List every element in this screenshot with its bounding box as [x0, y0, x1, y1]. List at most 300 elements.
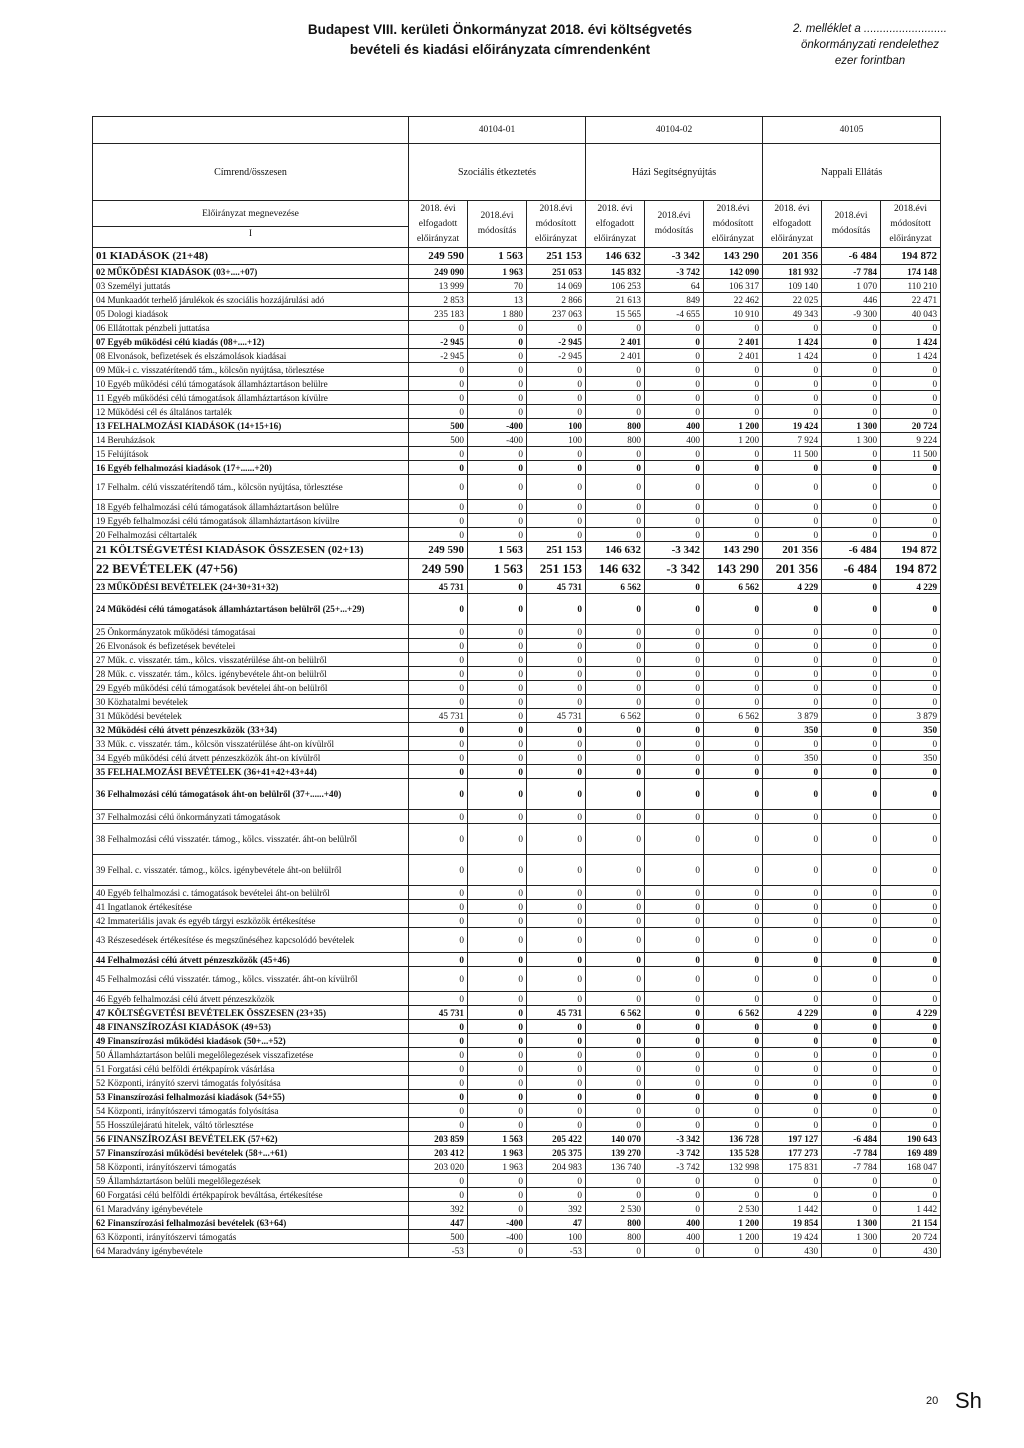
- value-cell: 0: [409, 639, 468, 653]
- value-cell: 109 140: [763, 279, 822, 293]
- value-cell: 0: [409, 461, 468, 475]
- table-row: [93, 824, 941, 855]
- value-cell: 0: [409, 681, 468, 695]
- value-cell: 0: [822, 900, 881, 914]
- row-label: 39 Felhal. c. visszatér. támog., kölcs. igénybevétele áht-on belülről: [93, 855, 409, 886]
- row-label: 05 Dologi kiadások: [93, 307, 409, 321]
- value-cell: 0: [822, 810, 881, 824]
- value-cell: 0: [704, 886, 763, 900]
- value-cell: 0: [881, 321, 941, 335]
- table-row: [93, 514, 941, 528]
- value-cell: 143 290: [704, 559, 763, 580]
- value-cell: 0: [527, 500, 586, 514]
- value-cell: 205 422: [527, 1132, 586, 1146]
- row-label: 45 Felhalmozási célú visszatér. támog., kölcs. visszatér. áht-on kívülről: [93, 967, 409, 992]
- value-cell: 0: [409, 500, 468, 514]
- value-cell: 0: [527, 886, 586, 900]
- value-cell: 0: [763, 1104, 822, 1118]
- value-cell: 21 154: [881, 1216, 941, 1230]
- value-cell: 0: [822, 914, 881, 928]
- value-cell: 106 253: [586, 279, 645, 293]
- value-cell: 0: [645, 855, 704, 886]
- value-cell: 1 300: [822, 433, 881, 447]
- value-cell: 21 613: [586, 293, 645, 307]
- table-row: [93, 594, 941, 625]
- value-cell: 0: [645, 447, 704, 461]
- value-cell: 0: [409, 391, 468, 405]
- value-cell: 0: [645, 1188, 704, 1202]
- value-cell: 0: [704, 928, 763, 953]
- value-cell: 0: [586, 528, 645, 542]
- value-cell: 0: [468, 528, 527, 542]
- table-row: [93, 810, 941, 824]
- value-cell: 0: [645, 594, 704, 625]
- value-cell: 0: [881, 405, 941, 419]
- value-cell: 0: [468, 1062, 527, 1076]
- value-cell: 0: [527, 1048, 586, 1062]
- value-cell: 0: [527, 751, 586, 765]
- value-cell: 0: [527, 855, 586, 886]
- value-cell: 0: [881, 886, 941, 900]
- value-cell: 0: [704, 1104, 763, 1118]
- value-cell: 0: [409, 1104, 468, 1118]
- row-label: 58 Központi, irányítószervi támogatás: [93, 1160, 409, 1174]
- value-cell: 0: [645, 667, 704, 681]
- value-cell: 0: [586, 321, 645, 335]
- value-cell: 0: [409, 751, 468, 765]
- value-cell: -6 484: [822, 542, 881, 559]
- value-cell: 0: [822, 405, 881, 419]
- value-cell: 0: [822, 321, 881, 335]
- value-cell: 100: [527, 1230, 586, 1244]
- value-cell: 0: [822, 737, 881, 751]
- value-cell: 110 210: [881, 279, 941, 293]
- value-cell: 0: [468, 1020, 527, 1034]
- value-cell: -3 342: [645, 248, 704, 265]
- value-cell: 0: [822, 1174, 881, 1188]
- value-cell: 22 471: [881, 293, 941, 307]
- value-cell: 0: [468, 681, 527, 695]
- value-cell: 0: [645, 900, 704, 914]
- value-cell: 0: [822, 667, 881, 681]
- value-cell: 6 562: [704, 1006, 763, 1020]
- value-cell: 169 489: [881, 1146, 941, 1160]
- value-cell: 0: [704, 1020, 763, 1034]
- value-cell: -2 945: [409, 349, 468, 363]
- row-label: 53 Finanszírozási felhalmozási kiadások (54+55): [93, 1090, 409, 1104]
- value-cell: 0: [822, 1062, 881, 1076]
- row-label: 14 Beruházások: [93, 433, 409, 447]
- value-cell: 0: [822, 1118, 881, 1132]
- value-cell: 0: [822, 886, 881, 900]
- table-row: [93, 1244, 941, 1258]
- value-cell: 1 442: [763, 1202, 822, 1216]
- value-cell: -6 484: [822, 559, 881, 580]
- value-cell: 0: [586, 1062, 645, 1076]
- value-cell: 0: [586, 594, 645, 625]
- value-cell: 0: [645, 335, 704, 349]
- value-cell: -6 484: [822, 1132, 881, 1146]
- budget-table: [92, 116, 941, 1258]
- value-cell: 400: [645, 1230, 704, 1244]
- col-head: 2018.évi módosított előirányzat: [881, 201, 941, 248]
- value-cell: 0: [763, 639, 822, 653]
- table-row: [93, 1202, 941, 1216]
- row-label: 03 Személyi juttatás: [93, 279, 409, 293]
- value-cell: 0: [409, 737, 468, 751]
- value-cell: 0: [645, 580, 704, 594]
- value-cell: 0: [468, 914, 527, 928]
- document-title: [240, 20, 760, 60]
- value-cell: 0: [527, 914, 586, 928]
- value-cell: 0: [586, 1034, 645, 1048]
- value-cell: 0: [763, 1048, 822, 1062]
- value-cell: 0: [527, 594, 586, 625]
- value-cell: 0: [763, 1076, 822, 1090]
- value-cell: 0: [527, 363, 586, 377]
- row-label: 18 Egyéb felhalmozási célú támogatások államháztartáson belülre: [93, 500, 409, 514]
- value-cell: 2 401: [586, 335, 645, 349]
- value-cell: 0: [468, 1118, 527, 1132]
- value-cell: 0: [645, 514, 704, 528]
- value-cell: 0: [645, 695, 704, 709]
- value-cell: 0: [586, 500, 645, 514]
- value-cell: 1 880: [468, 307, 527, 321]
- value-cell: -6 484: [822, 248, 881, 265]
- value-cell: 0: [763, 779, 822, 810]
- value-cell: 0: [881, 992, 941, 1006]
- value-cell: 143 290: [704, 248, 763, 265]
- value-cell: 350: [881, 751, 941, 765]
- value-cell: 0: [527, 1062, 586, 1076]
- value-cell: 0: [763, 1090, 822, 1104]
- value-cell: 0: [822, 855, 881, 886]
- value-cell: 249 590: [409, 542, 468, 559]
- value-cell: 146 632: [586, 542, 645, 559]
- value-cell: 0: [586, 1090, 645, 1104]
- value-cell: 0: [704, 363, 763, 377]
- value-cell: 0: [822, 500, 881, 514]
- value-cell: 0: [645, 349, 704, 363]
- value-cell: 4 229: [763, 1006, 822, 1020]
- value-cell: 0: [527, 992, 586, 1006]
- value-cell: 0: [409, 765, 468, 779]
- value-cell: 136 728: [704, 1132, 763, 1146]
- value-cell: 45 731: [409, 709, 468, 723]
- value-cell: 204 983: [527, 1160, 586, 1174]
- value-cell: 22 025: [763, 293, 822, 307]
- value-cell: 0: [527, 528, 586, 542]
- value-cell: 0: [881, 855, 941, 886]
- value-cell: 0: [527, 695, 586, 709]
- row-label: 16 Egyéb felhalmozási kiadások (17+......+20): [93, 461, 409, 475]
- value-cell: 0: [763, 377, 822, 391]
- value-cell: 0: [645, 914, 704, 928]
- value-cell: 0: [704, 625, 763, 639]
- value-cell: 145 832: [586, 265, 645, 279]
- value-cell: -3 342: [645, 559, 704, 580]
- value-cell: 194 872: [881, 559, 941, 580]
- value-cell: 194 872: [881, 542, 941, 559]
- value-cell: 0: [763, 967, 822, 992]
- value-cell: 350: [763, 723, 822, 737]
- value-cell: 0: [763, 681, 822, 695]
- row-label: 12 Működési cél és általános tartalék: [93, 405, 409, 419]
- table-row: [93, 1132, 941, 1146]
- value-cell: 0: [881, 639, 941, 653]
- value-cell: 0: [704, 514, 763, 528]
- group-name-row: [93, 144, 941, 201]
- row-label: 27 Műk. c. visszatér. tám., kölcs. visszatérülése áht-on belülről: [93, 653, 409, 667]
- value-cell: 0: [409, 528, 468, 542]
- value-cell: 0: [881, 1020, 941, 1034]
- row-label: 10 Egyéb működési célú támogatások államháztartáson belülre: [93, 377, 409, 391]
- value-cell: 0: [704, 500, 763, 514]
- value-cell: 0: [881, 928, 941, 953]
- value-cell: 0: [468, 391, 527, 405]
- row-label: 33 Műk. c. visszatér. tám., kölcsön visszatérülése áht-on kívülről: [93, 737, 409, 751]
- table-row: [93, 1020, 941, 1034]
- value-cell: 392: [409, 1202, 468, 1216]
- value-cell: 0: [468, 1076, 527, 1090]
- value-cell: 0: [822, 1006, 881, 1020]
- value-cell: 0: [586, 953, 645, 967]
- col-head: 2018.évi módosított előirányzat: [527, 201, 586, 248]
- value-cell: 0: [822, 475, 881, 500]
- row-label: 02 MŰKÖDÉSI KIADÁSOK (03+....+07): [93, 265, 409, 279]
- value-cell: 0: [645, 1090, 704, 1104]
- value-cell: 0: [527, 653, 586, 667]
- value-cell: 20 724: [881, 419, 941, 433]
- table-row: [93, 1062, 941, 1076]
- col-head: 2018. évi elfogadott előirányzat: [409, 201, 468, 248]
- value-cell: 175 831: [763, 1160, 822, 1174]
- value-cell: 0: [704, 723, 763, 737]
- value-cell: 0: [763, 953, 822, 967]
- row-label: 64 Maradvány igénybevétele: [93, 1244, 409, 1258]
- value-cell: 14 069: [527, 279, 586, 293]
- value-cell: 11 500: [881, 447, 941, 461]
- value-cell: 0: [527, 377, 586, 391]
- table-row: [93, 1076, 941, 1090]
- table-row: [93, 307, 941, 321]
- value-cell: 11 500: [763, 447, 822, 461]
- value-cell: 146 632: [586, 559, 645, 580]
- value-cell: 45 731: [409, 580, 468, 594]
- value-cell: 0: [704, 810, 763, 824]
- value-cell: 0: [645, 1020, 704, 1034]
- value-cell: 249 590: [409, 559, 468, 580]
- row-label: 57 Finanszírozási működési bevételek (58+...+61): [93, 1146, 409, 1160]
- table-row: [93, 447, 941, 461]
- value-cell: 0: [704, 1174, 763, 1188]
- value-cell: 0: [645, 709, 704, 723]
- value-cell: 0: [822, 447, 881, 461]
- value-cell: 0: [586, 779, 645, 810]
- value-cell: 0: [881, 391, 941, 405]
- value-cell: 0: [645, 1104, 704, 1118]
- value-cell: 0: [468, 953, 527, 967]
- row-label: 20 Felhalmozási céltartalék: [93, 528, 409, 542]
- value-cell: 0: [822, 681, 881, 695]
- value-cell: 0: [468, 1090, 527, 1104]
- value-cell: 0: [881, 953, 941, 967]
- value-cell: 0: [527, 1076, 586, 1090]
- value-cell: 203 412: [409, 1146, 468, 1160]
- value-cell: 0: [763, 475, 822, 500]
- value-cell: 100: [527, 433, 586, 447]
- table-row: [93, 1104, 941, 1118]
- value-cell: 0: [409, 514, 468, 528]
- row-label: 50 Államháztartáson belüli megelőlegezések visszafizetése: [93, 1048, 409, 1062]
- value-cell: 0: [645, 639, 704, 653]
- table-row: [93, 363, 941, 377]
- value-cell: 0: [468, 1202, 527, 1216]
- value-cell: 0: [704, 1188, 763, 1202]
- value-cell: 0: [763, 737, 822, 751]
- value-cell: -400: [468, 419, 527, 433]
- value-cell: 0: [822, 528, 881, 542]
- row-label: 51 Forgatási célú belföldi értékpapírok vásárlása: [93, 1062, 409, 1076]
- table-row: [93, 779, 941, 810]
- value-cell: 0: [763, 363, 822, 377]
- value-cell: 0: [468, 824, 527, 855]
- value-cell: 237 063: [527, 307, 586, 321]
- value-cell: 4 229: [763, 580, 822, 594]
- value-cell: 0: [822, 824, 881, 855]
- value-cell: 0: [645, 992, 704, 1006]
- value-cell: 0: [704, 914, 763, 928]
- table-row: [93, 349, 941, 363]
- col-head: 2018.évi módosítás: [468, 201, 527, 248]
- value-cell: 0: [645, 967, 704, 992]
- value-cell: 0: [586, 681, 645, 695]
- value-cell: 6 562: [704, 709, 763, 723]
- value-cell: 0: [881, 900, 941, 914]
- value-cell: 0: [881, 667, 941, 681]
- value-cell: 0: [881, 695, 941, 709]
- value-cell: 0: [409, 653, 468, 667]
- value-cell: 0: [704, 695, 763, 709]
- value-cell: 0: [763, 594, 822, 625]
- value-cell: 0: [645, 779, 704, 810]
- row-label: 48 FINANSZÍROZÁSI KIADÁSOK (49+53): [93, 1020, 409, 1034]
- value-cell: 0: [527, 475, 586, 500]
- table-row: [93, 279, 941, 293]
- value-cell: 0: [527, 391, 586, 405]
- value-cell: 849: [645, 293, 704, 307]
- value-cell: 0: [586, 447, 645, 461]
- value-cell: -400: [468, 1216, 527, 1230]
- value-cell: 0: [704, 475, 763, 500]
- value-cell: 0: [704, 751, 763, 765]
- value-cell: 0: [409, 1174, 468, 1188]
- value-cell: -3 342: [645, 1132, 704, 1146]
- value-cell: 251 153: [527, 542, 586, 559]
- value-cell: 13 999: [409, 279, 468, 293]
- value-cell: 0: [586, 900, 645, 914]
- value-cell: 0: [409, 377, 468, 391]
- value-cell: 0: [645, 625, 704, 639]
- value-cell: 0: [881, 1104, 941, 1118]
- value-cell: 0: [645, 377, 704, 391]
- value-cell: 0: [468, 594, 527, 625]
- value-cell: 146 632: [586, 248, 645, 265]
- value-cell: 0: [586, 1076, 645, 1090]
- table-row: [93, 1174, 941, 1188]
- value-cell: 0: [586, 992, 645, 1006]
- value-cell: 0: [586, 928, 645, 953]
- value-cell: 20 724: [881, 1230, 941, 1244]
- row-label: 46 Egyéb felhalmozási célú átvett pénzeszközök: [93, 992, 409, 1006]
- value-cell: 235 183: [409, 307, 468, 321]
- value-cell: 4 229: [881, 580, 941, 594]
- value-cell: 0: [468, 928, 527, 953]
- value-cell: 0: [527, 765, 586, 779]
- value-cell: 0: [645, 765, 704, 779]
- value-cell: 201 356: [763, 248, 822, 265]
- value-cell: 0: [586, 914, 645, 928]
- row-label: 08 Elvonások, befizetések és elszámolások kiadásai: [93, 349, 409, 363]
- row-label: 41 Ingatlanok értékesítése: [93, 900, 409, 914]
- value-cell: 0: [468, 967, 527, 992]
- value-cell: 0: [881, 810, 941, 824]
- value-cell: -2 945: [527, 349, 586, 363]
- value-cell: 19 424: [763, 419, 822, 433]
- value-cell: 0: [586, 765, 645, 779]
- value-cell: 0: [822, 928, 881, 953]
- row-label: 36 Felhalmozási célú támogatások áht-on belülről (37+......+40): [93, 779, 409, 810]
- value-cell: 0: [586, 461, 645, 475]
- value-cell: 0: [468, 709, 527, 723]
- value-cell: 0: [881, 765, 941, 779]
- value-cell: 0: [468, 580, 527, 594]
- value-cell: 0: [881, 475, 941, 500]
- value-cell: 0: [468, 625, 527, 639]
- value-cell: 0: [645, 321, 704, 335]
- value-cell: 0: [822, 751, 881, 765]
- value-cell: 0: [409, 824, 468, 855]
- value-cell: 203 859: [409, 1132, 468, 1146]
- value-cell: -3 342: [645, 542, 704, 559]
- value-cell: 0: [586, 514, 645, 528]
- table-row: [93, 681, 941, 695]
- col-head: 2018.évi módosítás: [822, 201, 881, 248]
- value-cell: 2 866: [527, 293, 586, 307]
- col-head: 2018.évi módosított előirányzat: [704, 201, 763, 248]
- value-cell: 201 356: [763, 542, 822, 559]
- value-cell: 190 643: [881, 1132, 941, 1146]
- value-cell: 0: [763, 900, 822, 914]
- row-label: 01 KIADÁSOK (21+48): [93, 248, 409, 265]
- value-cell: -7 784: [822, 1146, 881, 1160]
- value-cell: 0: [468, 737, 527, 751]
- row-label: 06 Ellátottak pénzbeli juttatása: [93, 321, 409, 335]
- value-cell: 0: [586, 1020, 645, 1034]
- table-row: [93, 737, 941, 751]
- row-label: 63 Központi, irányítószervi támogatás: [93, 1230, 409, 1244]
- row-label: 56 FINANSZÍROZÁSI BEVÉTELEK (57+62): [93, 1132, 409, 1146]
- value-cell: 0: [763, 1118, 822, 1132]
- value-cell: 0: [409, 695, 468, 709]
- value-cell: 0: [586, 363, 645, 377]
- value-cell: 0: [881, 514, 941, 528]
- value-cell: 0: [527, 514, 586, 528]
- value-cell: 0: [704, 681, 763, 695]
- value-cell: 249 590: [409, 248, 468, 265]
- value-cell: 0: [527, 928, 586, 953]
- value-cell: -53: [409, 1244, 468, 1258]
